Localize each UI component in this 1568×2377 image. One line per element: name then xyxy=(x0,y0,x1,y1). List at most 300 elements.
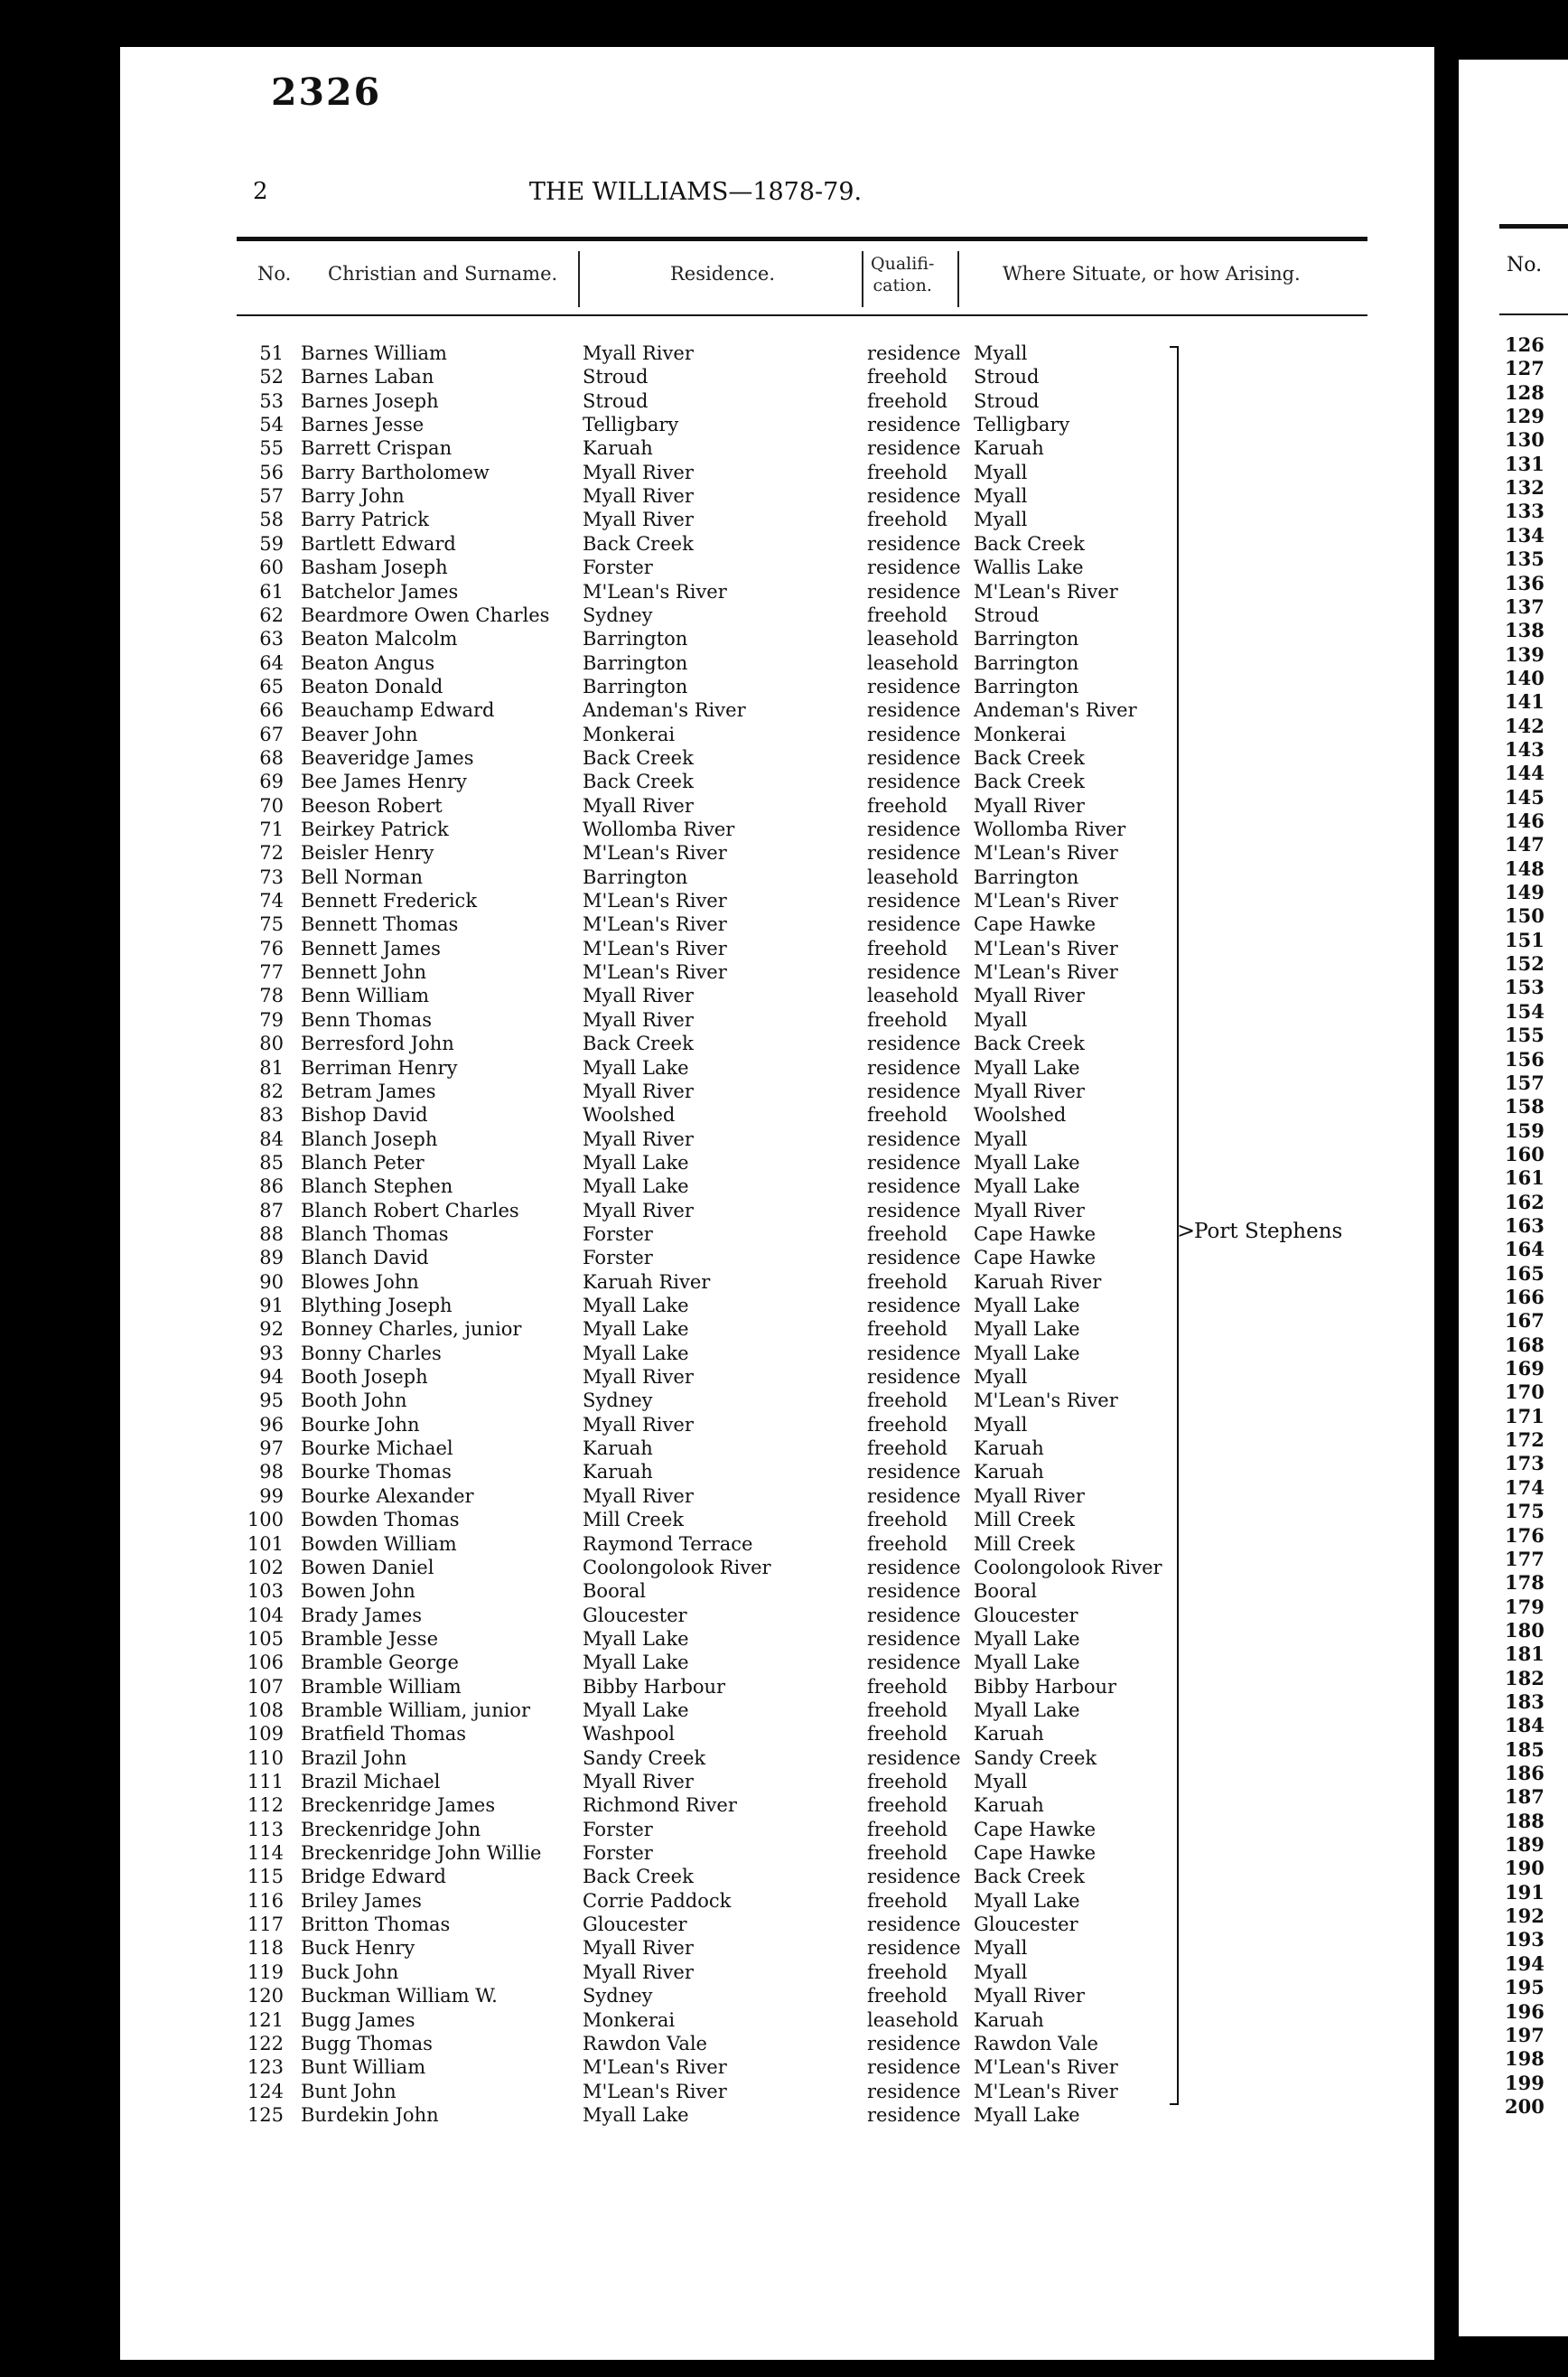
entry-residence: Back Creek xyxy=(583,1866,694,1888)
next-page-entry-number: 188 xyxy=(1505,1809,1545,1832)
table-row xyxy=(0,1605,1174,1628)
entry-name: Beaveridge James xyxy=(301,746,474,769)
entry-qualification: residence xyxy=(867,1604,961,1626)
next-page-entry-number: 138 xyxy=(1505,619,1545,642)
entry-name: Bennett Thomas xyxy=(301,913,459,936)
entry-residence: Myall Lake xyxy=(583,1342,689,1364)
next-page-entry-number: 178 xyxy=(1505,1571,1545,1595)
entry-where-situate: Coolongolook River xyxy=(974,1556,1162,1578)
entry-where-situate: Myall xyxy=(974,485,1028,508)
next-page-rule-bottom xyxy=(1499,314,1568,315)
entry-name: Bowen Daniel xyxy=(301,1556,434,1578)
entry-where-situate: Gloucester xyxy=(974,1914,1078,1936)
entry-name: Beauchamp Edward xyxy=(301,699,495,722)
table-row xyxy=(0,985,1174,1008)
entry-qualification: freehold xyxy=(867,366,947,388)
entry-residence: Myall Lake xyxy=(583,1627,689,1650)
entry-name: Breckenridge James xyxy=(301,1794,496,1817)
table-row xyxy=(0,1628,1174,1652)
entry-residence: Myall Lake xyxy=(583,1056,689,1079)
entry-qualification: residence xyxy=(867,1247,961,1269)
entry-where-situate: Gloucester xyxy=(974,1604,1078,1626)
table-row xyxy=(0,2056,1174,2080)
entry-name: Bourke Alexander xyxy=(301,1484,474,1507)
next-page-entry-number: 150 xyxy=(1505,904,1545,928)
entry-qualification: residence xyxy=(867,2103,961,2126)
entry-name: Beaton Malcolm xyxy=(301,628,458,650)
table-row xyxy=(0,1819,1174,1842)
entry-number: 99 xyxy=(259,1484,284,1507)
entry-number: 67 xyxy=(259,723,284,745)
entry-name: Buck John xyxy=(301,1961,399,1983)
next-page-entry-number: 193 xyxy=(1505,1928,1545,1951)
entry-number: 81 xyxy=(259,1056,284,1079)
next-page-entry-number: 146 xyxy=(1505,809,1545,832)
entry-where-situate: Andeman's River xyxy=(974,699,1137,722)
entry-name: Barry Patrick xyxy=(301,509,429,531)
entry-qualification: residence xyxy=(867,1151,961,1174)
entry-qualification: residence xyxy=(867,437,961,460)
entry-qualification: residence xyxy=(867,699,961,722)
table-row xyxy=(0,1557,1174,1580)
next-page-entry-number: 131 xyxy=(1505,452,1545,475)
table-row xyxy=(0,1652,1174,1675)
entry-qualification: residence xyxy=(867,580,961,603)
entry-name: Betram James xyxy=(301,1080,436,1102)
entry-residence: Back Creek xyxy=(583,1033,694,1055)
table-row xyxy=(0,2104,1174,2128)
entry-where-situate: Myall Lake xyxy=(974,1056,1080,1079)
entry-residence: Myall River xyxy=(583,1484,694,1507)
table-row xyxy=(0,1485,1174,1509)
entry-name: Bugg James xyxy=(301,2008,415,2031)
entry-qualification: residence xyxy=(867,771,961,793)
next-page-entry-number: 177 xyxy=(1505,1547,1545,1570)
table-row xyxy=(0,509,1174,532)
entry-qualification: freehold xyxy=(867,1889,947,1912)
entry-where-situate: Back Creek xyxy=(974,1033,1085,1055)
entry-residence: Monkerai xyxy=(583,2008,676,2031)
entry-residence: M'Lean's River xyxy=(583,2056,727,2079)
next-page-entry-number: 197 xyxy=(1505,2023,1545,2046)
entry-number: 79 xyxy=(259,1008,284,1031)
entry-qualification: freehold xyxy=(867,1699,947,1721)
table-row xyxy=(0,1152,1174,1175)
next-page-entry-number: 194 xyxy=(1505,1951,1545,1975)
entry-qualification: residence xyxy=(867,1033,961,1055)
next-page-rule-top xyxy=(1499,224,1568,229)
next-page-entry-number: 167 xyxy=(1505,1309,1545,1333)
column-header-residence: Residence. xyxy=(670,263,775,285)
entry-where-situate: Myall xyxy=(974,1128,1028,1150)
entry-residence: Corrie Paddock xyxy=(583,1889,732,1912)
table-row xyxy=(0,1033,1174,1056)
next-page-entry-number: 190 xyxy=(1505,1857,1545,1880)
next-page-entry-number: 149 xyxy=(1505,881,1545,904)
table-row xyxy=(0,1175,1174,1199)
entry-residence: Stroud xyxy=(583,366,649,388)
table-row xyxy=(0,1723,1174,1746)
page-number: 2326 xyxy=(271,70,382,114)
entry-qualification: residence xyxy=(867,746,961,769)
entry-where-situate: Wollomba River xyxy=(974,819,1126,840)
next-page-entry-number: 144 xyxy=(1505,762,1545,785)
next-page-entry-number: 199 xyxy=(1505,2071,1545,2094)
next-page-entry-number: 152 xyxy=(1505,952,1545,976)
entry-where-situate: Myall Lake xyxy=(974,1889,1080,1912)
entry-number: 57 xyxy=(259,485,284,508)
entry-name: Bugg Thomas xyxy=(301,2032,433,2054)
entry-name: Barnes Jesse xyxy=(301,414,425,436)
entry-where-situate: Myall River xyxy=(974,1484,1085,1507)
entry-where-situate: Myall Lake xyxy=(974,1652,1080,1674)
table-row xyxy=(0,699,1174,723)
entry-name: Brazil Michael xyxy=(301,1771,441,1792)
entry-where-situate: Barrington xyxy=(974,866,1079,888)
table-row xyxy=(0,866,1174,890)
entry-qualification: residence xyxy=(867,414,961,436)
entry-residence: Raymond Terrace xyxy=(583,1532,753,1555)
entry-number: 107 xyxy=(247,1675,284,1698)
entry-qualification: residence xyxy=(867,1652,961,1674)
entry-residence: Barrington xyxy=(583,675,688,697)
entry-name: Bowen John xyxy=(301,1580,415,1603)
entry-residence: Booral xyxy=(583,1580,646,1603)
entry-residence: Myall River xyxy=(583,509,694,531)
entry-number: 72 xyxy=(259,842,284,865)
column-separator xyxy=(578,251,580,307)
entry-residence: Sydney xyxy=(583,604,653,626)
entry-where-situate: Cape Hawke xyxy=(974,1222,1097,1245)
next-page-entry-number: 129 xyxy=(1505,405,1545,428)
entry-residence: Stroud xyxy=(583,389,649,412)
table-row xyxy=(0,390,1174,414)
entry-where-situate: Rawdon Vale xyxy=(974,2032,1098,2054)
entry-number: 63 xyxy=(259,628,284,650)
table-row xyxy=(0,1890,1174,1914)
entry-number: 118 xyxy=(247,1937,284,1960)
entry-number: 65 xyxy=(259,675,284,697)
entry-name: Blanch David xyxy=(301,1247,429,1269)
entry-where-situate: Barrington xyxy=(974,675,1079,697)
entry-residence: Back Creek xyxy=(583,771,694,793)
entry-where-situate: M'Lean's River xyxy=(974,937,1118,959)
entry-number: 83 xyxy=(259,1104,284,1127)
next-page-entry-number: 195 xyxy=(1505,1976,1545,1999)
entry-number: 91 xyxy=(259,1295,284,1316)
entry-name: Britton Thomas xyxy=(301,1914,451,1936)
column-separator xyxy=(862,251,863,307)
next-page-entry-number: 170 xyxy=(1505,1380,1545,1404)
next-page-entry-number: 163 xyxy=(1505,1213,1545,1237)
entry-where-situate: Myall xyxy=(974,1008,1028,1031)
table-row xyxy=(0,1914,1174,1937)
entry-number: 80 xyxy=(259,1033,284,1055)
entry-qualification: freehold xyxy=(867,1509,947,1531)
entry-number: 76 xyxy=(259,937,284,959)
entry-name: Beardmore Owen Charles xyxy=(301,604,550,626)
entry-residence: Forster xyxy=(583,557,653,579)
table-row xyxy=(0,414,1174,437)
entry-qualification: freehold xyxy=(867,1675,947,1698)
entry-name: Bonny Charles xyxy=(301,1342,442,1364)
table-row xyxy=(0,676,1174,699)
table-row xyxy=(0,842,1174,866)
entry-where-situate: Mill Creek xyxy=(974,1509,1076,1531)
next-page-entry-number: 161 xyxy=(1505,1166,1545,1190)
next-page-entry-number: 147 xyxy=(1505,833,1545,856)
roll-page-number: 2 xyxy=(253,178,268,205)
entry-number: 55 xyxy=(259,437,284,460)
entry-where-situate: Myall Lake xyxy=(974,1342,1080,1364)
next-page-entry-number: 160 xyxy=(1505,1142,1545,1165)
entry-qualification: leasehold xyxy=(867,985,959,1007)
entry-residence: Myall River xyxy=(583,342,694,364)
entry-residence: Myall River xyxy=(583,485,694,508)
entry-name: Brady James xyxy=(301,1604,423,1626)
next-page-entry-number: 143 xyxy=(1505,737,1545,761)
entry-qualification: residence xyxy=(867,1914,961,1936)
entry-residence: Myall River xyxy=(583,1413,694,1436)
entry-number: 96 xyxy=(259,1413,284,1436)
next-page-entry-number: 184 xyxy=(1505,1714,1545,1737)
entry-where-situate: Myall Lake xyxy=(974,1318,1080,1341)
entry-qualification: freehold xyxy=(867,1437,947,1460)
entry-where-situate: Myall Lake xyxy=(974,1151,1080,1174)
entry-number: 102 xyxy=(247,1556,284,1578)
entry-qualification: freehold xyxy=(867,1794,947,1817)
entry-qualification: residence xyxy=(867,723,961,745)
entry-residence: Karuah xyxy=(583,437,653,460)
table-row xyxy=(0,628,1174,651)
entry-where-situate: Myall River xyxy=(974,1080,1085,1102)
page-title: THE WILLIAMS—1878-79. xyxy=(528,178,863,206)
entry-name: Beeson Robert xyxy=(301,794,443,817)
entry-where-situate: Booral xyxy=(974,1580,1037,1603)
next-page-entry-number: 156 xyxy=(1505,1047,1545,1071)
next-page-entry-number: 200 xyxy=(1505,2094,1545,2118)
entry-number: 119 xyxy=(247,1961,284,1983)
entry-number: 112 xyxy=(247,1794,284,1817)
next-page-entry-number: 142 xyxy=(1505,714,1545,737)
next-page-entry-number: 139 xyxy=(1505,642,1545,666)
entry-number: 89 xyxy=(259,1247,284,1269)
entry-residence: Myall River xyxy=(583,794,694,817)
next-page-entry-number: 136 xyxy=(1505,571,1545,594)
next-page-entry-number: 189 xyxy=(1505,1833,1545,1857)
entry-name: Barnes Laban xyxy=(301,366,434,388)
entry-where-situate: Myall River xyxy=(974,1199,1085,1221)
entry-qualification: freehold xyxy=(867,1818,947,1840)
entry-name: Bennett James xyxy=(301,937,441,959)
entry-residence: Richmond River xyxy=(583,1794,737,1817)
entry-where-situate: Barrington xyxy=(974,651,1079,674)
entry-qualification: residence xyxy=(867,1461,961,1483)
entry-qualification: residence xyxy=(867,1937,961,1960)
entry-where-situate: Myall xyxy=(974,1937,1028,1960)
entry-residence: Andeman's River xyxy=(583,699,746,722)
entry-name: Beaver John xyxy=(301,723,418,745)
entry-name: Bunt John xyxy=(301,2080,397,2102)
entry-where-situate: Myall xyxy=(974,1413,1028,1436)
table-row xyxy=(0,1985,1174,2008)
entry-name: Berriman Henry xyxy=(301,1056,458,1079)
entry-number: 105 xyxy=(247,1627,284,1650)
entry-number: 117 xyxy=(247,1914,284,1936)
entry-residence: Sydney xyxy=(583,1985,653,2007)
entry-name: Bonney Charles, junior xyxy=(301,1318,522,1341)
table-row xyxy=(0,1295,1174,1318)
table-row xyxy=(0,1437,1174,1461)
table-row xyxy=(0,1699,1174,1723)
entry-residence: Barrington xyxy=(583,628,688,650)
entry-where-situate: Myall xyxy=(974,509,1028,531)
table-row xyxy=(0,1343,1174,1366)
entry-name: Breckenridge John xyxy=(301,1818,481,1840)
entry-where-situate: M'Lean's River xyxy=(974,1390,1118,1412)
entry-number: 77 xyxy=(259,961,284,984)
next-page-entry-number: 183 xyxy=(1505,1689,1545,1713)
entry-qualification: residence xyxy=(867,1746,961,1769)
table-row xyxy=(0,2009,1174,2033)
entry-where-situate: Back Creek xyxy=(974,1866,1085,1888)
entry-qualification: residence xyxy=(867,842,961,865)
table-row xyxy=(0,1580,1174,1604)
next-page-entry-number: 182 xyxy=(1505,1666,1545,1689)
table-row xyxy=(0,1366,1174,1390)
entry-name: Benn William xyxy=(301,985,430,1007)
entry-name: Briley James xyxy=(301,1889,422,1912)
table-row xyxy=(0,1009,1174,1033)
entry-name: Bramble Jesse xyxy=(301,1627,438,1650)
entry-residence: Gloucester xyxy=(583,1914,687,1936)
entry-name: Blanch Robert Charles xyxy=(301,1199,519,1221)
entry-residence: Back Creek xyxy=(583,532,694,555)
entry-where-situate: Stroud xyxy=(974,604,1040,626)
next-page-entry-number: 135 xyxy=(1505,547,1545,571)
entry-name: Booth Joseph xyxy=(301,1366,428,1389)
table-row xyxy=(0,1081,1174,1104)
entry-qualification: residence xyxy=(867,890,961,912)
entry-qualification: freehold xyxy=(867,794,947,817)
entry-qualification: residence xyxy=(867,1342,961,1364)
entry-where-situate: M'Lean's River xyxy=(974,580,1118,603)
entry-name: Bowden Thomas xyxy=(301,1509,460,1531)
entry-name: Barnes Joseph xyxy=(301,389,439,412)
entry-number: 124 xyxy=(247,2080,284,2102)
next-page-entry-number: 164 xyxy=(1505,1238,1545,1261)
entry-qualification: residence xyxy=(867,1627,961,1650)
entry-qualification: freehold xyxy=(867,1008,947,1031)
entry-name: Blything Joseph xyxy=(301,1295,453,1316)
next-page-entry-number: 157 xyxy=(1505,1071,1545,1094)
next-page-entry-number: 172 xyxy=(1505,1428,1545,1452)
entry-residence: M'Lean's River xyxy=(583,890,727,912)
entry-qualification: freehold xyxy=(867,1318,947,1341)
table-row xyxy=(0,938,1174,961)
next-page-entry-number: 179 xyxy=(1505,1595,1545,1618)
table-row xyxy=(0,1271,1174,1295)
entry-qualification: residence xyxy=(867,961,961,984)
entry-residence: Forster xyxy=(583,1222,653,1245)
entry-name: Brazil John xyxy=(301,1746,407,1769)
column-header-no: No. xyxy=(257,263,292,285)
entry-residence: M'Lean's River xyxy=(583,842,727,865)
entry-number: 90 xyxy=(259,1270,284,1293)
entry-where-situate: Karuah River xyxy=(974,1270,1102,1293)
entry-qualification: leasehold xyxy=(867,651,959,674)
entry-where-situate: Telligbary xyxy=(974,414,1070,436)
entry-number: 115 xyxy=(247,1866,284,1888)
next-page-entry-number: 174 xyxy=(1505,1475,1545,1499)
entry-where-situate: Myall River xyxy=(974,794,1085,817)
entry-name: Blanch Thomas xyxy=(301,1222,449,1245)
entry-name: Buckman William W. xyxy=(301,1985,498,2007)
entry-residence: Myall River xyxy=(583,1771,694,1792)
next-page-entry-number: 128 xyxy=(1505,380,1545,404)
next-page-entry-number: 162 xyxy=(1505,1190,1545,1213)
entry-number: 110 xyxy=(247,1746,284,1769)
entry-residence: Sandy Creek xyxy=(583,1746,706,1769)
table-row xyxy=(0,1747,1174,1771)
table-row xyxy=(0,1223,1174,1247)
next-page-entry-number: 155 xyxy=(1505,1024,1545,1047)
entry-number: 92 xyxy=(259,1318,284,1341)
entry-name: Basham Joseph xyxy=(301,557,448,579)
entry-qualification: residence xyxy=(867,532,961,555)
entry-number: 111 xyxy=(247,1771,284,1792)
next-page-entry-number: 126 xyxy=(1505,333,1545,356)
entry-number: 71 xyxy=(259,819,284,840)
entry-name: Bridge Edward xyxy=(301,1866,446,1888)
entry-number: 108 xyxy=(247,1699,284,1721)
entry-where-situate: M'Lean's River xyxy=(974,2080,1118,2102)
entry-residence: Mill Creek xyxy=(583,1509,685,1531)
entry-where-situate: Myall Lake xyxy=(974,1627,1080,1650)
entry-number: 84 xyxy=(259,1128,284,1150)
table-row xyxy=(0,913,1174,937)
entry-qualification: freehold xyxy=(867,1270,947,1293)
entry-where-situate: Myall River xyxy=(974,985,1085,1007)
entry-qualification: residence xyxy=(867,485,961,508)
next-page-entry-number: 198 xyxy=(1505,2047,1545,2071)
entry-name: Buck Henry xyxy=(301,1937,415,1960)
entry-residence: Bibby Harbour xyxy=(583,1675,726,1698)
table-row xyxy=(0,1057,1174,1081)
table-row xyxy=(0,1318,1174,1342)
entry-qualification: freehold xyxy=(867,1222,947,1245)
entry-where-situate: Cape Hawke xyxy=(974,913,1097,936)
entry-number: 106 xyxy=(247,1652,284,1674)
entry-qualification: leasehold xyxy=(867,2008,959,2031)
header-rule-bottom xyxy=(237,314,1367,316)
next-page-entry-number: 166 xyxy=(1505,1286,1545,1308)
entry-qualification: residence xyxy=(867,2056,961,2079)
column-header-name: Christian and Surname. xyxy=(328,263,558,285)
entry-number: 56 xyxy=(259,461,284,483)
entry-residence: Washpool xyxy=(583,1723,676,1745)
table-row xyxy=(0,1128,1174,1152)
entry-number: 87 xyxy=(259,1199,284,1221)
table-row xyxy=(0,1200,1174,1223)
entry-qualification: residence xyxy=(867,1175,961,1198)
table-row xyxy=(0,771,1174,794)
entry-where-situate: Karuah xyxy=(974,1461,1044,1483)
entry-where-situate: Wallis Lake xyxy=(974,557,1084,579)
table-row xyxy=(0,819,1174,842)
entry-residence: M'Lean's River xyxy=(583,2080,727,2102)
entry-residence: Woolshed xyxy=(583,1104,676,1127)
